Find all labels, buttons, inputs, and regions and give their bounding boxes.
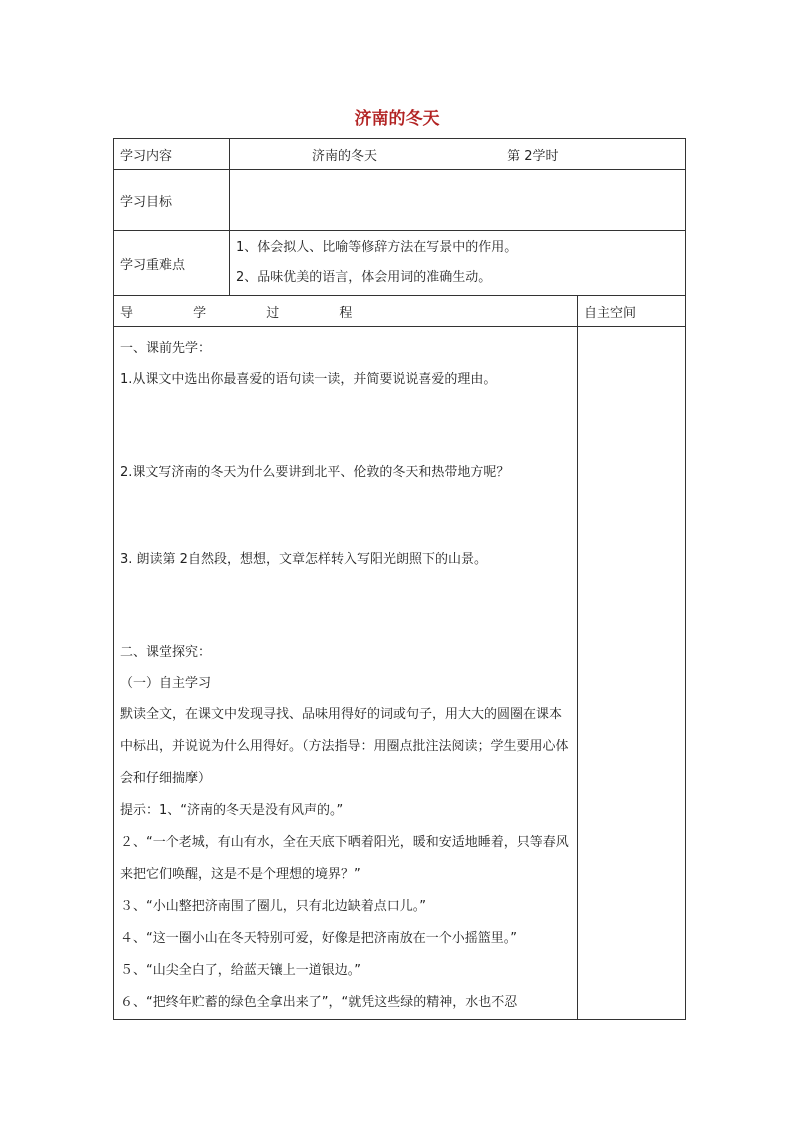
page-title: 济南的冬天 [354, 109, 440, 129]
guide-content-cell [114, 327, 578, 1020]
section-2-heading: 二、课堂探究： [120, 645, 212, 660]
guide-label-cell [114, 296, 578, 327]
side-label: 自主空间 [578, 296, 686, 327]
hint-6: ６、“把终年贮蓄的绿色全拿出来了”，“就凭这些绿的精神，水也不忍 [120, 995, 518, 1010]
lesson-topic-cell [230, 139, 686, 170]
lesson-period: 第 2学时 [507, 148, 559, 164]
label-difficulty: 学习重难点 [114, 231, 230, 296]
row-difficulty [114, 231, 686, 296]
hint-4: ４、“这一圈小山在冬天特别可爱，好像是把济南放在一个小摇篮里。” [120, 931, 517, 946]
row-content [114, 139, 686, 170]
hint-1: 提示：1、“济南的冬天是没有风声的。” [120, 803, 344, 818]
row-content-body [114, 327, 686, 1020]
label-content: 学习内容 [114, 139, 230, 170]
row-goal [114, 170, 686, 231]
label-goal: 学习目标 [114, 170, 230, 231]
guide-label: 导 学 过 程 [120, 305, 381, 321]
hint-5: ５、“山尖全白了，给蓝天镶上一道银边。” [120, 963, 361, 978]
row-guide-header [114, 296, 686, 327]
difficulty-point-1: 1、体会拟人、比喻等修辞方法在写景中的作用。 [236, 240, 518, 255]
notes-column [578, 327, 686, 1020]
instruction-paragraph: 默读全文，在课文中发现寻找、品味用得好的词或句子，用大大的圆圈在课本中标出，并说说为什么用得好。（方法指导：用圈点批注法阅读；学生要用心体会和仔细揣摩） [120, 707, 569, 786]
section-1-heading: 一、课前先学： [120, 341, 212, 356]
difficulty-point-2: 2、品味优美的语言，体会用词的准确生动。 [236, 270, 492, 285]
question-3: 3. 朗读第 2自然段，想想，文章怎样转入写阳光朗照下的山景。 [120, 552, 487, 567]
subsection-1-heading: （一）自主学习 [120, 676, 212, 691]
answer-space-2 [120, 488, 571, 544]
hint-3: ３、“小山整把济南围了圈儿，只有北边缺着点口儿。” [120, 899, 426, 914]
goal-cell [230, 170, 686, 231]
lesson-topic: 济南的冬天 [312, 148, 378, 164]
question-2: 2.课文写济南的冬天为什么要讲到北平、伦敦的冬天和热带地方呢？ [120, 465, 510, 480]
hint-2: ２、“一个老城，有山有水，全在天底下晒着阳光，暖和安适地睡着，只等春风来把它们唤醒，这是不是个理想的境界？” [120, 835, 569, 882]
answer-space-3 [120, 575, 571, 637]
answer-space-1 [120, 395, 571, 457]
question-1: 1.从课文中选出你最喜爱的语句读一读，并简要说说喜爱的理由。 [120, 372, 497, 387]
difficulty-cell [230, 231, 686, 296]
lesson-plan-table [113, 138, 686, 1020]
